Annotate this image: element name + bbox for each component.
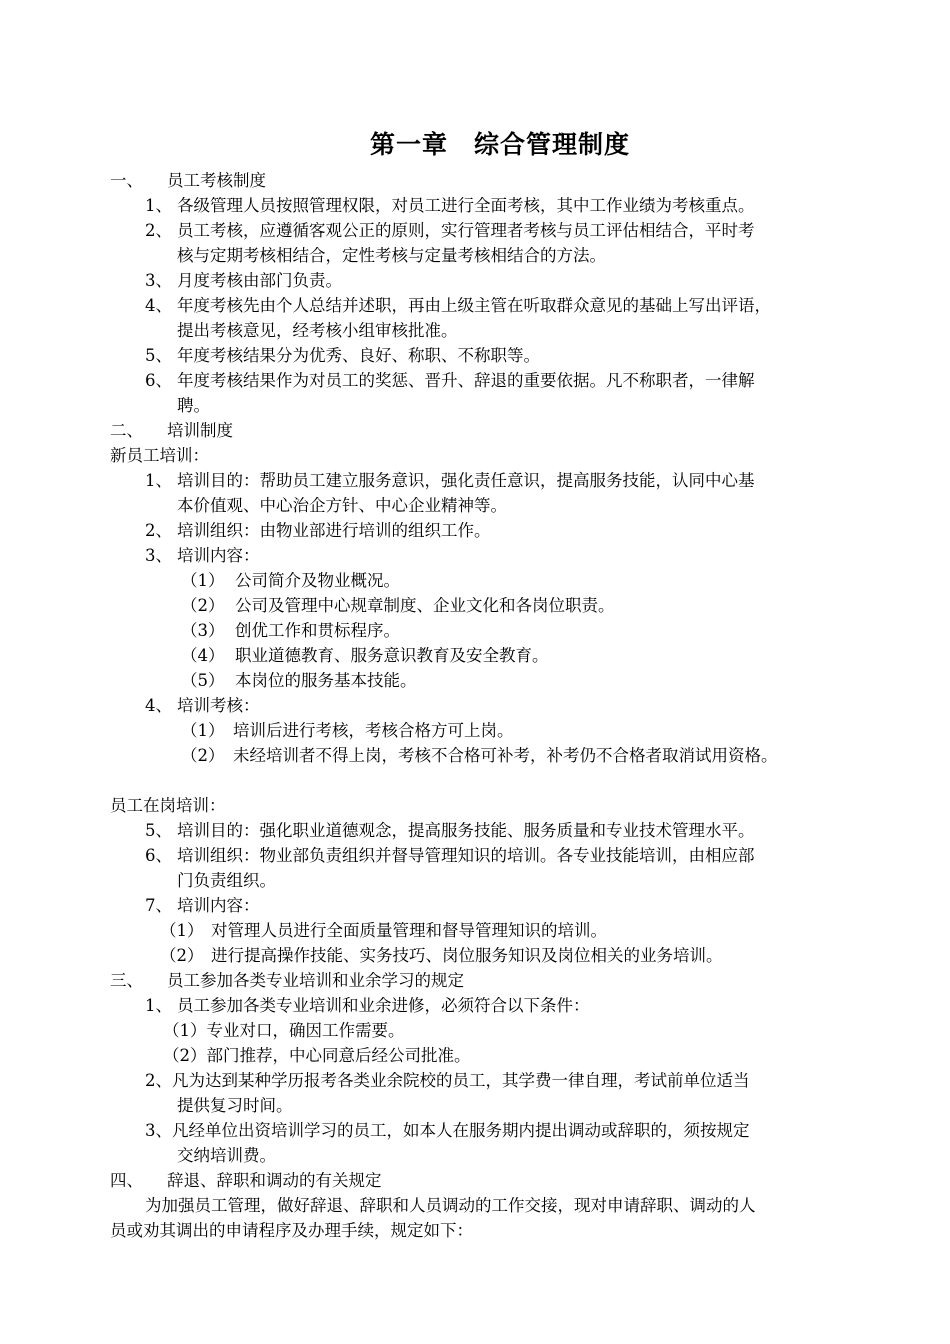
subitem-text: 创优工作和贯标程序。 [235,621,400,640]
item-text: 员工参加各类专业培训和业余进修，必须符合以下条件： [177,996,590,1015]
item-number: 1、 [145,196,172,215]
section-number: 三、 [110,971,143,990]
item-text: 培训目的：强化职业道德观念，提高服务技能、服务质量和专业技术管理水平。 [177,821,755,840]
section-heading: 辞退、辞职和调动的有关规定 [167,1171,382,1190]
subsection-label: 员工在岗培训： [110,796,226,815]
item-text: 凡经单位出资培训学习的员工，如本人在服务期内提出调动或辞职的，须按规定 [172,1121,750,1140]
condition-text: （1）专业对口，确因工作需要。 [163,1021,405,1040]
item-text: 提出考核意见，经考核小组审核批准。 [177,321,458,340]
section-heading: 员工参加各类专业培训和业余学习的规定 [167,971,464,990]
subitem-number: （2） [160,946,204,965]
item-text: 年度考核先由个人总结并述职，再由上级主管在听取群众意见的基础上写出评语， [177,296,771,315]
item-number: 2、 [145,521,172,540]
item-text: 门负责组织。 [177,871,276,890]
item-text: 聘。 [177,396,210,415]
subsection-label: 新员工培训： [110,446,209,465]
subitem-number: （3） [181,621,225,640]
subitem-text: 对管理人员进行全面质量管理和督导管理知识的培训。 [211,921,607,940]
item-number: 3、 [145,1121,172,1140]
item-number: 2、 [145,221,172,240]
item-text: 培训组织：物业部负责组织并督导管理知识的培训。各专业技能培训，由相应部 [177,846,755,865]
item-text: 核与定期考核相结合，定性考核与定量考核相结合的方法。 [177,246,606,265]
subitem-number: （2） [181,596,225,615]
item-text: 交纳培训费。 [177,1146,276,1165]
section-heading: 员工考核制度 [167,171,266,190]
page-title: 第一章 综合管理制度 [369,130,630,159]
item-text: 各级管理人员按照管理权限，对员工进行全面考核，其中工作业绩为考核重点。 [177,196,755,215]
paragraph-line: 员或劝其调出的申请程序及办理手续，规定如下： [110,1221,473,1240]
item-text: 本价值观、中心治企方针、中心企业精神等。 [177,496,507,515]
section-number: 二、 [110,421,143,440]
subitem-number: （4） [181,646,225,665]
item-text: 员工考核，应遵循客观公正的原则，实行管理者考核与员工评估相结合，平时考 [177,221,755,240]
subitem-text: 本岗位的服务基本技能。 [235,671,417,690]
item-number: 5、 [145,821,172,840]
item-text: 培训内容： [177,546,260,565]
section-heading: 培训制度 [167,421,233,440]
item-text: 凡为达到某种学历报考各类业余院校的员工，其学费一律自理，考试前单位适当 [172,1071,750,1090]
item-number: 7、 [145,896,172,915]
item-number: 3、 [145,546,172,565]
item-number: 1、 [145,471,172,490]
item-number: 2、 [145,1071,172,1090]
item-text: 培训考核： [177,696,260,715]
item-text: 年度考核结果作为对员工的奖惩、晋升、辞退的重要依据。凡不称职者，一律解 [177,371,755,390]
subitem-number: （1） [160,921,204,940]
item-number: 4、 [145,296,172,315]
subitem-text: 职业道德教育、服务意识教育及安全教育。 [235,646,549,665]
item-number: 1、 [145,996,172,1015]
subitem-number: （1） [181,571,225,590]
subitem-text: 进行提高操作技能、实务技巧、岗位服务知识及岗位相关的业务培训。 [211,946,723,965]
condition-text: （2）部门推荐，中心同意后经公司批准。 [163,1046,471,1065]
item-number: 6、 [145,371,172,390]
item-text: 培训目的：帮助员工建立服务意识，强化责任意识，提高服务技能，认同中心基 [177,471,755,490]
item-text: 培训组织：由物业部进行培训的组织工作。 [177,521,491,540]
subitem-text: 培训后进行考核，考核合格方可上岗。 [233,721,514,740]
section-number: 四、 [110,1171,143,1190]
item-text: 月度考核由部门负责。 [177,271,342,290]
item-number: 6、 [145,846,172,865]
section-number: 一、 [110,171,143,190]
subitem-number: （2） [181,746,225,765]
subitem-text: 公司简介及物业概况。 [235,571,400,590]
item-number: 5、 [145,346,172,365]
paragraph-line: 为加强员工管理，做好辞退、辞职和人员调动的工作交接，现对申请辞职、调动的人 [145,1196,756,1215]
subitem-number: （5） [181,671,225,690]
item-text: 培训内容： [177,896,260,915]
subitem-text: 未经培训者不得上岗，考核不合格可补考，补考仍不合格者取消试用资格。 [233,746,778,765]
item-number: 3、 [145,271,172,290]
subitem-number: （1） [181,721,225,740]
item-text: 年度考核结果分为优秀、良好、称职、不称职等。 [177,346,540,365]
subitem-text: 公司及管理中心规章制度、企业文化和各岗位职责。 [235,596,615,615]
item-text: 提供复习时间。 [177,1096,293,1115]
item-number: 4、 [145,696,172,715]
